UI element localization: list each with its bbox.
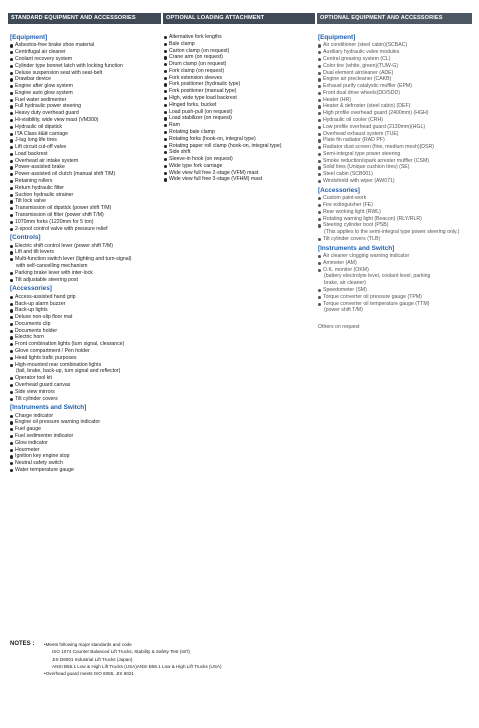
optional-instruments-title: [Instruments and Switch] — [318, 244, 395, 252]
list-item: Custom paint-work — [318, 195, 472, 202]
list-item: Drawbar device — [10, 76, 162, 83]
optional-column — [318, 34, 472, 331]
list-item: Power-assisted brake — [10, 164, 162, 171]
list-item: Engine oil pressure warning indicator — [10, 419, 162, 426]
list-item: Parking brake lever with inter-lock — [10, 270, 162, 277]
list-item: Heater & defroster (steel cabin) (DEF) — [318, 103, 472, 110]
list-item: Coolant recovery system — [10, 56, 162, 63]
list-item: Low profile overhead guard (2130mm)(HGL) — [318, 124, 472, 131]
list-item: Front combination lights (turn signal, clearance) — [10, 341, 162, 348]
list-item: Radiator dust screen (fine, medium mesh)(DSR) — [318, 144, 472, 151]
list-item: Back-up lights — [10, 307, 162, 314]
list-item: Fork positioner (manual type) — [164, 88, 314, 95]
list-item: Hydraulic oil dipstick — [10, 124, 162, 131]
list-item: Fork clamp (on request) — [164, 68, 314, 75]
list-item: Transmission oil dipstick (power shift T/M) — [10, 205, 162, 212]
list-item: Tilt adjustable steering post — [10, 277, 162, 284]
list-item: Lift circuit cut-off valve — [10, 144, 162, 151]
list-item: Bale clamp — [164, 41, 314, 48]
list-item: Engine air precleaner (CAKB) — [318, 76, 472, 83]
standard-controls-list — [10, 243, 162, 284]
list-item: Deluxe non-slip floor mat — [10, 314, 162, 321]
list-item: Crane arm (on request) — [164, 54, 314, 61]
list-item: Glove compartment / Pen holder — [10, 348, 162, 355]
list-item: O.K. monitor (OKM) — [318, 267, 472, 274]
optional-equipment-list — [318, 42, 472, 184]
list-item: Heater (HR) — [318, 97, 472, 104]
others-on-request: Others on request — [318, 324, 360, 331]
list-item: Smoke reduction/spark arrester muffler (CSM) — [318, 158, 472, 165]
optional-instruments-list — [318, 253, 472, 314]
notes-label: NOTES : — [10, 641, 35, 647]
optional-loading-header: OPTIONAL LOADING ATTACHMENT — [163, 13, 315, 24]
list-item: Engine auto glow system — [10, 90, 162, 97]
list-item: Solid tires (Unique cushion tires) (SE) — [318, 164, 472, 171]
list-item: Charge indicator — [10, 413, 162, 420]
standard-column — [10, 34, 162, 474]
list-item: Load push-pull (on request) — [164, 109, 314, 116]
list-item: Wide view full free 3-stage (VFHM) mast — [164, 176, 314, 183]
list-item: Color tire (white, green)(TUW-G) — [318, 63, 472, 70]
list-item: Overhead exhaust system (TUE) — [318, 131, 472, 138]
list-item: Suction hydraulic strainer — [10, 192, 162, 199]
standard-equipment-title: [Equipment] — [10, 34, 48, 41]
list-item: Tilt cylinder covers (TLB) — [318, 236, 472, 243]
list-item: Engine after glow system — [10, 83, 162, 90]
list-item-continuation: with self-cancelling mechanism — [16, 263, 88, 270]
list-item: Rotating warning light (Beacon) (RLY/RLR) — [318, 216, 472, 223]
list-item: Load backrest — [10, 151, 162, 158]
loading-column — [164, 34, 314, 183]
list-item: Speedometer (SM) — [318, 287, 472, 294]
list-item: Hydraulic oil cooler (CRH) — [318, 117, 472, 124]
list-item: Documents holder — [10, 328, 162, 335]
section-headers — [8, 13, 472, 24]
list-item: Deluxe suspension seat with seat-belt — [10, 70, 162, 77]
optional-equipment-title: [Equipment] — [318, 34, 356, 41]
list-item: Lift and tilt levers — [10, 249, 162, 256]
list-item: Overhead air intake system — [10, 158, 162, 165]
list-item: Carton clamp (on request) — [164, 48, 314, 55]
list-item-continuation: (power shift T/M) — [324, 307, 363, 314]
list-item: Rear working light (RWL) — [318, 209, 472, 216]
list-item: Overhead guard canvas — [10, 382, 162, 389]
list-item: Cylinder type bonnet latch with locking function — [10, 63, 162, 70]
list-item: Return hydraulic filter — [10, 185, 162, 192]
list-item: Front dual drive wheels(DD/SDD) — [318, 90, 472, 97]
list-item: Drum clamp (on request) — [164, 61, 314, 68]
standard-instruments-list — [10, 413, 162, 474]
notes-line: JIS D6001 Industrial Lift Trucks (Japan) — [52, 656, 133, 662]
standard-equipment-list — [10, 42, 162, 232]
list-item: Rotating bale clamp — [164, 129, 314, 136]
list-item: Neutral safety switch — [10, 460, 162, 467]
list-item: Fuel gauge — [10, 426, 162, 433]
list-item: Fork positioner (hydraulic type) — [164, 81, 314, 88]
optional-equipment-header: OPTIONAL EQUIPMENT AND ACCESSORIES — [317, 13, 472, 24]
list-item: Hi-visibility, wide view mast (VM300) — [10, 117, 162, 124]
list-item: Torque converter oil temperature gauge (TTM) — [318, 301, 472, 308]
list-item: Ram — [164, 122, 314, 129]
list-item: Back-up alarm buzzer — [10, 301, 162, 308]
standard-controls-title: [Controls] — [10, 234, 41, 242]
notes-body — [44, 641, 222, 677]
list-item: ITA Class Ⅱ&Ⅲ carriage — [10, 131, 162, 138]
list-item: Rotating paper roll clamp (hook-on, integral type) — [164, 143, 314, 150]
list-item: Alternative fork lengths — [164, 34, 314, 41]
list-item: Tilt cylinder covers — [10, 396, 162, 403]
list-item: Steering cylinder boot (PSB) — [318, 222, 472, 229]
list-item: Air conditioner (steel cabin)(SCBAC) — [318, 42, 472, 49]
standard-accessories-title: [Accessories] — [10, 285, 52, 293]
list-item: Load stabilizer (on request) — [164, 115, 314, 122]
list-item: Fire extinguisher (FE) — [318, 202, 472, 209]
list-item: High, wide type load backrest — [164, 95, 314, 102]
list-item: Dual element aircleaner (ADE) — [318, 70, 472, 77]
standard-instruments-title: [Instruments and Switch] — [10, 404, 87, 412]
list-item: Power-assisted oil clutch (manual shift T/M) — [10, 171, 162, 178]
list-item: Documents clip — [10, 321, 162, 328]
list-item: Wide view full free 2-stage (VFM) mast — [164, 170, 314, 177]
list-item: Electric horn — [10, 334, 162, 341]
list-item: Plate fin radiator (RAD PF) — [318, 137, 472, 144]
notes-block — [10, 641, 222, 677]
list-item: Hourmeter — [10, 447, 162, 454]
list-item: Auxiliary hydraulic valve modules — [318, 49, 472, 56]
list-item: Full hydraulic power steering — [10, 103, 162, 110]
list-item: Rotating forks (hook-on, integral type) — [164, 136, 314, 143]
optional-accessories-list — [318, 195, 472, 242]
list-item: Side shift — [164, 149, 314, 156]
list-item: Windshield with wiper (AW071) — [318, 178, 472, 185]
list-item-continuation: (This applies to the semi-integral type power steering only.) — [324, 229, 460, 236]
list-item: Transmission oil filter (power shift T/M) — [10, 212, 162, 219]
list-item: 2-spool control valve with pressure relief — [10, 226, 162, 233]
list-item: Air cleaner clogging warning indicator — [318, 253, 472, 260]
list-item: J-lug long life tires — [10, 137, 162, 144]
list-item: Glow indicator — [10, 440, 162, 447]
list-item: Centrifugal air cleaner — [10, 49, 162, 56]
list-item: Retaining rollers — [10, 178, 162, 185]
notes-line: •Overhead guard meets ISO 6055, JIS 6021 — [44, 671, 134, 677]
list-item: High profile overhead guard (2400mm) (HGH) — [318, 110, 472, 117]
standard-accessories-list — [10, 294, 162, 403]
list-item: Hinged forks, bucket — [164, 102, 314, 109]
notes-line: ISO 1074 Counter Balanced Lift Trucks, Stability & Safety Test (Int'l) — [52, 649, 190, 655]
list-item: Head lights trafic purposes — [10, 355, 162, 362]
list-item: Fuel water sedimenter — [10, 97, 162, 104]
list-item: Operator tool kit — [10, 375, 162, 382]
optional-accessories-title: [Accessories] — [318, 186, 360, 194]
list-item: Wide type fork carriage — [164, 163, 314, 170]
list-item: 1070mm forks (1220mm for 5 ton) — [10, 219, 162, 226]
list-item: Torque converter oil pressure gauge (TPM) — [318, 294, 472, 301]
list-item: Central greasing system (CL) — [318, 56, 472, 63]
list-item: Semi-integral type power steering — [318, 151, 472, 158]
list-item: Tilt lock valve — [10, 198, 162, 205]
list-item: Fuel sedimenter indicator — [10, 433, 162, 440]
list-item: Heavy duty overhead guard — [10, 110, 162, 117]
list-item: Electric shift control lever (power shift T/M) — [10, 243, 162, 250]
list-item: Ammeter (AM) — [318, 260, 472, 267]
list-item: Exhaust purify catalystic muffler (EPM) — [318, 83, 472, 90]
list-item-continuation: (tail, brake, back-up, turn signal and reflector) — [16, 368, 121, 375]
list-item: Asbestos-free brake shoe material — [10, 42, 162, 49]
list-item: Steel cabin (SCB001) — [318, 171, 472, 178]
list-item: Fork extension sleeves — [164, 75, 314, 82]
list-item: Multi-function switch lever (lighting and turn-signal) — [10, 256, 162, 263]
notes-line: •Meets following major standards and code — [44, 642, 132, 647]
list-item: Water temperature gauge — [10, 467, 162, 474]
list-item: High-mounted rear combination lights — [10, 362, 162, 369]
list-item: Ignition key engine stop — [10, 453, 162, 460]
standard-equipment-header: STANDARD EQUIPMENT AND ACCESSORIES — [8, 13, 161, 24]
list-item: Sleeve-in hook (on request) — [164, 156, 314, 163]
loading-attachment-list — [164, 34, 314, 183]
notes-line: ANSI B56.1 Low & High Lift Trucks (USA)ANSI B56.1 Low & High Lift Trucks (USA) — [52, 663, 222, 669]
list-item: Side view mirrors — [10, 389, 162, 396]
list-item-continuation: (battery electrolyte level, coolant level, parking brake, air cleaner) — [324, 273, 431, 287]
list-item: Access-assisted hand grip — [10, 294, 162, 301]
